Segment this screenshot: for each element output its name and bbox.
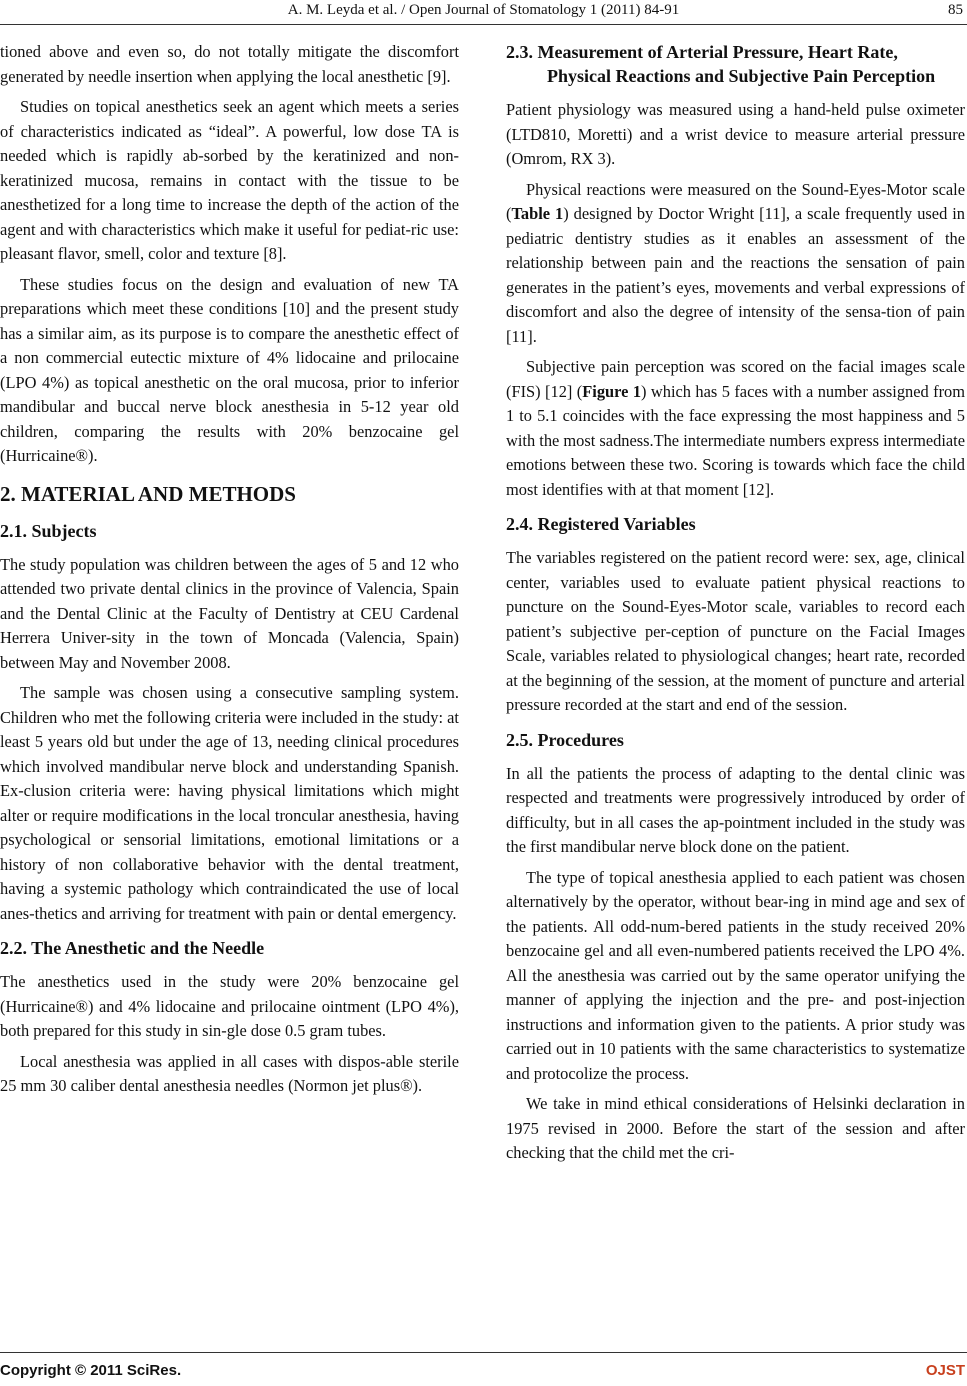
paragraph: Patient physiology was measured using a hand-held pulse oximeter (LTD810, Moretti) and a wrist device to measure arterial pressure (Omrom, RX 3). — [506, 100, 965, 168]
paragraph: We take in mind ethical considerations of Helsinki declaration in 1975 revised in 2000. Before the start of the session and after checking that the child met the cri- — [506, 1094, 965, 1162]
subsection-heading: 2.2. The Anesthetic and the Needle — [0, 938, 265, 958]
paragraph: The study population was children between the ages of 5 and 12 who attended two private dental clinics in the province of Valencia, Spain and the Dental Clinic at the Faculty of Dentistry at CEU Cardenal Herrera Univer-sity in the town of Moncada (Valencia, Spain) between May and November 2008. — [0, 554, 459, 672]
subsection-heading: 2.5. Procedures — [506, 729, 624, 750]
right-column — [506, 40, 965, 1172]
paragraph: Studies on topical anesthetics seek an agent which meets a series of characteristics indicated as “ideal”. A powerful, low dose TA is needed which is rapidly ab-sorbed by the keratinized and non-keratinized mucosa, remains in contact with the tissue to be anesthetized for a long time to increase the depth of the action of the agent and with characteristics which make it useful for pediat-ric use: pleasant flavor, smell, color and texture [8]. — [0, 97, 459, 263]
subsection-heading: 2.1. Subjects — [0, 520, 97, 541]
page-number: 85 — [948, 2, 963, 18]
section-heading: 2. MATERIAL AND METHODS — [0, 481, 296, 506]
paragraph — [506, 355, 965, 502]
paragraph: Local anesthesia was applied in all cases with dispos-able sterile 25 mm 30 caliber dental anesthesia needles (Normon jet plus®). — [0, 1051, 459, 1095]
figure-reference-link[interactable]: Figure 1 — [582, 381, 642, 401]
text-run: Subjective pain perception was scored on the facial images scale (FIS) [12] ( — [506, 357, 965, 401]
journal-abbreviation: OJST — [925, 1362, 965, 1379]
running-title: A. M. Leyda et al. / Open Journal of Stomatology 1 (2011) 84-91 — [287, 2, 680, 18]
running-header — [0, 2, 967, 24]
text-run: ) designed by Doctor Wright [11], a scale frequently used in pediatric dentistry studies as it enables an assessment of the relationship between pain and the reactions the sensation of pain generates in the patient’s eyes, movements and verbal expressions of discomfort and also the degree of intensity of the sensa-tion of pain [11]. — [506, 204, 965, 346]
paragraph: These studies focus on the design and evaluation of new TA preparations which meet these conditions [10] and the present study has a similar aim, as its purpose is to compare the anesthetic effect of a non commercial eutectic mixture of 4% lidocaine and prilocaine (LPO 4%) as topical anesthetic on the oral mucosa, prior to inferior mandibular and buccal nerve block anesthesia in 5-12 year old children, comparing the results with 20% benzocaine gel (Hurricaine®). — [0, 274, 459, 465]
text-run: ) which has 5 faces with a number assigned from 1 to 5.1 coincides with the face expressing the most happiness and 5 with the most sadness.The intermediate numbers express intermediate emotions between these two. Scoring is towards which face the child most identifies with at that moment [12]. — [506, 381, 965, 499]
paragraph: tioned above and even so, do not totally mitigate the discomfort generated by needle insertion when applying the local anesthetic [9]. — [0, 42, 459, 86]
subsection-heading: 2.4. Registered Variables — [506, 514, 696, 534]
text-run: Physical reactions were measured on the Sound-Eyes-Motor scale ( — [506, 179, 965, 223]
header-rule — [0, 24, 967, 25]
page-footer — [0, 1352, 967, 1382]
subsection-heading: 2.3. Measurement of Arterial Pressure, Heart Rate, Physical Reactions and Subjective Pain Perception — [506, 42, 936, 86]
paragraph: In all the patients the process of adapting to the dental clinic was respected and treatments were progressively introduced by order of difficulty, but in all cases the ap-pointment included in the study was the first mandibular nerve block done on the patient. — [506, 763, 965, 856]
paragraph — [506, 178, 965, 350]
paragraph: The type of topical anesthesia applied to each patient was chosen alternatively by the operator, without bear-ing in mind age and sex of the patients. All odd-num-bered patients in the study received 20% benzocaine gel and all even-numbered patients received the LPO 4%. All the anesthesia was carried out by the same operator unifying the manner of applying the injection and the pre- and post-injection instructions and information given to the patients. A prior study was carried out in 10 patients with the same characteristics to systematize and protocolize the process. — [506, 867, 965, 1083]
paragraph: The sample was chosen using a consecutive sampling system. Children who met the following criteria were included in the study: at least 5 years old but under the age of 13, needing clinical procedures which involved mandibular nerve block and understanding Spanish. Ex-clusion criteria were: having physical limitations which might alter or require modifications in the local troncular anesthesia, having psychological or sensorial limitations, emotional limitations or a history of non collaborative behavior with the dental treatment, having a systemic pathology which contraindicated the use of local anes-thetics and arriving for treatment with pain or dental emergency. — [0, 683, 459, 923]
copyright-notice: Copyright © 2011 SciRes. — [0, 1362, 182, 1379]
paragraph: The anesthetics used in the study were 20% benzocaine gel (Hurricaine®) and 4% lidocaine and prilocaine ointment (LPO 4%), both prepared for this study in sin-gle dose 0.5 gram tubes. — [0, 972, 459, 1040]
table-reference-link[interactable]: Table 1 — [511, 204, 564, 223]
left-column — [0, 40, 459, 1105]
paragraph: The variables registered on the patient record were: sex, age, clinical center, variables used to evaluate patient physical reactions to puncture on the Sound-Eyes-Motor scale, variables to record each patient’s subjective per-ception of puncture on the Facial Images Scale, variables related to physiological changes; heart rate, recorded at the beginning of the session, at the moment of puncture and arterial pressure recorded at the start and end of the session. — [506, 548, 965, 714]
footer-rule — [0, 1352, 967, 1353]
